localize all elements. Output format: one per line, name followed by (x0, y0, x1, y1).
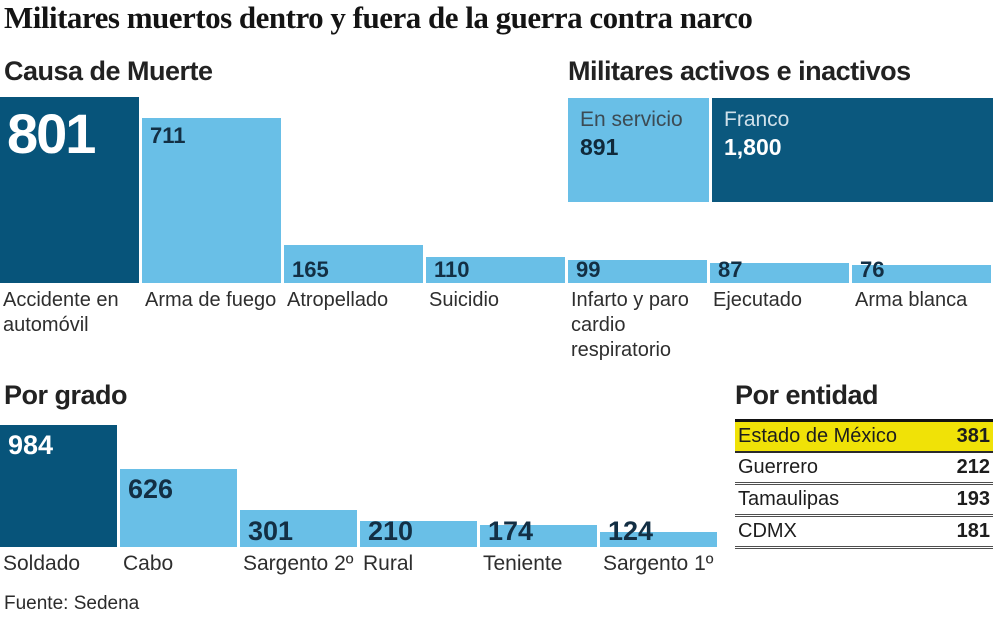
por-grado-heading: Por grado (4, 380, 128, 410)
bar-segment (0, 425, 117, 547)
bar-category-label: Soldado (3, 552, 81, 575)
entity-value: 212 (956, 456, 990, 478)
causa-de-muerte-heading: Causa de Muerte (4, 56, 213, 86)
activos-inactivos-chart (568, 98, 993, 202)
bar-category-label: Rural (363, 552, 414, 575)
table-row (735, 485, 993, 517)
bar-category-label: Atropellado (287, 289, 389, 311)
bar-value-label: 124 (608, 516, 654, 546)
por-grado-axis-labels (0, 551, 720, 581)
bar-segment (120, 469, 237, 547)
table-row (735, 517, 993, 549)
bar-value-label: 801 (7, 102, 95, 165)
franco-block (712, 98, 993, 202)
table-row (735, 453, 993, 485)
entity-value: 181 (956, 520, 990, 542)
bar-value-label: 165 (292, 257, 329, 282)
entity-name: CDMX (738, 520, 797, 542)
bar-segment (600, 516, 717, 547)
en-servicio-value: 891 (580, 134, 619, 161)
bar-value-label: 984 (8, 430, 54, 460)
causa-de-muerte-axis-labels (0, 288, 993, 368)
bar-category-label: Accidente en automóvil (3, 289, 119, 336)
bar-segment (426, 257, 565, 283)
bar-segment (284, 245, 423, 283)
bar-category-label: Infarto y paro cardio respiratorio (571, 289, 689, 361)
en-servicio-label: En servicio (580, 108, 683, 131)
bar-segment (142, 118, 281, 283)
entity-name: Guerrero (738, 456, 819, 478)
bar-segment (480, 516, 597, 547)
table-row (735, 422, 993, 453)
bar-value-label: 210 (368, 516, 414, 546)
bar-value-label: 711 (150, 123, 186, 148)
entity-value: 381 (956, 425, 990, 447)
bar-segment (360, 516, 477, 547)
activos-inactivos-heading: Militares activos e inactivos (568, 56, 911, 86)
entity-name: Estado de México (738, 425, 897, 447)
bar-category-label: Suicidio (429, 289, 500, 311)
franco-label: Franco (724, 108, 790, 131)
bar-segment (0, 97, 139, 283)
por-entidad-panel (735, 380, 993, 549)
bar-category-label: Ejecutado (713, 289, 802, 311)
bar-value-label: 301 (248, 516, 294, 546)
bar-category-label: Cabo (123, 552, 174, 575)
bar-value-label: 87 (718, 257, 743, 282)
source-note: Fuente: Sedena (4, 593, 140, 614)
page-title: Militares muertos dentro y fuera de la guerra contra narco (4, 0, 753, 35)
bar-value-label: 99 (576, 257, 601, 282)
entity-value: 193 (956, 488, 990, 510)
bar-segment (852, 257, 991, 283)
bar-category-label: Arma de fuego (145, 289, 277, 311)
entity-name: Tamaulipas (738, 488, 840, 510)
en-servicio-block (568, 98, 709, 202)
bar-category-label: Teniente (483, 552, 563, 575)
por-grado-chart (0, 425, 720, 547)
bar-segment (710, 257, 849, 283)
bar-category-label: Arma blanca (855, 289, 968, 311)
bar-value-label: 110 (434, 257, 470, 282)
bar-segment (568, 257, 707, 283)
bar-segment (240, 510, 357, 547)
franco-value: 1,800 (724, 134, 782, 161)
bar-value-label: 626 (128, 474, 174, 504)
por-entidad-heading: Por entidad (735, 380, 879, 410)
bar-category-label: Sargento 1º (603, 552, 714, 575)
por-entidad-table (735, 419, 993, 549)
bar-value-label: 76 (860, 257, 885, 282)
bar-value-label: 174 (488, 516, 534, 546)
bar-category-label: Sargento 2º (243, 552, 354, 575)
